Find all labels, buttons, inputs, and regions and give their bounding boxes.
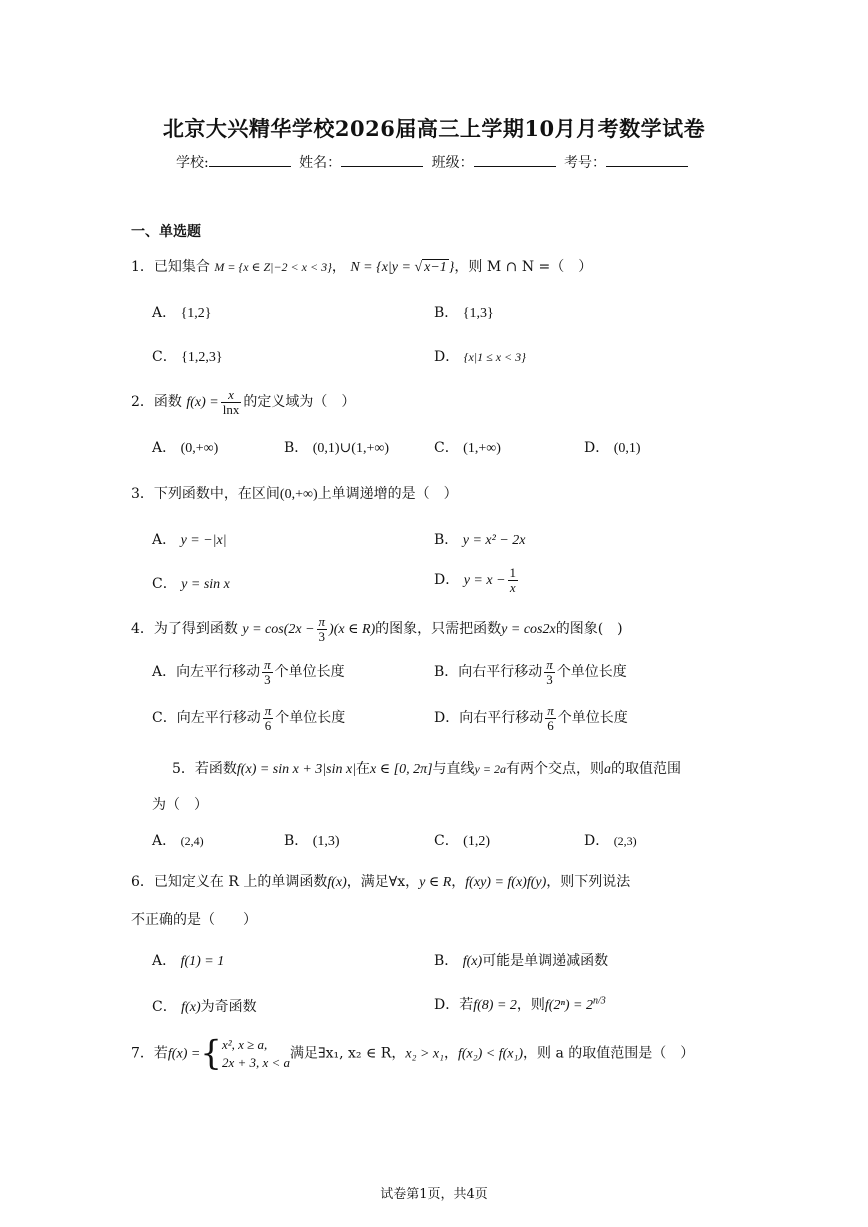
page-footer: 试卷第1页，共4页 bbox=[380, 1187, 488, 1202]
q5-tail: 的取值范围 bbox=[610, 761, 681, 777]
option-value: (1,2) bbox=[463, 834, 490, 849]
q4-func-a: y = cos(2x − bbox=[242, 622, 315, 638]
q2-option-a[interactable] bbox=[152, 437, 218, 457]
q5-domain: x ∈ [0, 2π] bbox=[370, 762, 433, 777]
option-pre: 向右平行移动 bbox=[458, 664, 543, 681]
q6-line1-b: ，满足∀x， bbox=[346, 874, 420, 890]
q2-prefix: 2．函数 bbox=[131, 394, 182, 411]
q1-comma: ， bbox=[331, 259, 346, 275]
question-5 bbox=[172, 758, 681, 778]
option-post: 个单位长度 bbox=[274, 664, 345, 681]
q1-prefix: 1．已知集合 bbox=[131, 259, 210, 275]
option-label: B． bbox=[434, 664, 459, 681]
option-label: B． bbox=[434, 532, 459, 548]
q4-mid: 的图象，只需把函数 bbox=[375, 621, 502, 638]
fraction-numerator: π bbox=[264, 703, 272, 718]
q6-option-a[interactable] bbox=[152, 950, 224, 970]
fraction-denominator: 6 bbox=[264, 717, 272, 733]
class-label: 班级： bbox=[431, 155, 474, 171]
option-label: D． bbox=[584, 440, 610, 456]
option-result: f(2ⁿ) = 2 bbox=[544, 998, 593, 1013]
option-pre: 向右平行移动 bbox=[459, 710, 544, 727]
q6-line2: 不正确的是（ ） bbox=[131, 912, 257, 928]
option-fraction bbox=[262, 658, 273, 686]
option-label: A． bbox=[152, 664, 177, 681]
q5-option-d[interactable] bbox=[584, 830, 637, 850]
option-label: C． bbox=[152, 999, 177, 1015]
option-label: A． bbox=[152, 833, 177, 849]
q6-fx: f(x) bbox=[327, 875, 347, 890]
q3-option-b[interactable] bbox=[434, 529, 525, 549]
option-label: C． bbox=[434, 440, 459, 456]
left-brace-icon: { bbox=[200, 1033, 222, 1074]
fraction-numerator: π bbox=[546, 657, 553, 672]
option-post: 个单位长度 bbox=[275, 710, 346, 727]
question-4 bbox=[131, 615, 623, 643]
question-2 bbox=[131, 388, 355, 416]
q5-prefix: 5．若函数 bbox=[172, 761, 237, 777]
q2-denominator: lnx bbox=[222, 401, 240, 417]
question-7 bbox=[131, 1033, 695, 1074]
q3-option-a[interactable] bbox=[152, 529, 227, 549]
q3-option-d[interactable] bbox=[434, 566, 520, 594]
q2-option-b[interactable] bbox=[284, 437, 389, 457]
q1-option-d[interactable] bbox=[434, 346, 526, 366]
option-label: B． bbox=[434, 953, 459, 969]
fraction-denominator: 3 bbox=[318, 628, 326, 644]
q4-option-d[interactable] bbox=[434, 704, 628, 732]
q4-option-c[interactable] bbox=[152, 704, 345, 732]
class-blank[interactable] bbox=[474, 154, 556, 167]
q4-func-b: )(x ∈ R) bbox=[329, 622, 376, 638]
option-value: (1,+∞) bbox=[463, 441, 501, 456]
option-post: 个单位长度 bbox=[556, 664, 627, 681]
q5-option-b[interactable] bbox=[284, 830, 340, 850]
q7-prefix: 7．若 bbox=[131, 1045, 168, 1062]
q6-option-b[interactable] bbox=[434, 950, 608, 970]
option-value: 为奇函数 bbox=[200, 999, 257, 1015]
q4-fraction bbox=[317, 615, 328, 643]
fraction-numerator: 1 bbox=[509, 565, 517, 580]
q3-prefix: 3．下列函数中，在区间 bbox=[131, 486, 280, 502]
option-value: (0,1)∪(1,+∞) bbox=[312, 441, 390, 456]
option-fraction bbox=[544, 658, 555, 686]
number-blank[interactable] bbox=[606, 154, 688, 167]
q1-set-n: N = {x|y = √ x−1 } bbox=[350, 260, 455, 275]
option-mid: ，则 bbox=[516, 997, 545, 1013]
option-label: C． bbox=[152, 349, 177, 365]
option-value: y = x − bbox=[463, 573, 506, 589]
option-fraction bbox=[545, 704, 556, 732]
option-value: (0,1) bbox=[613, 441, 641, 456]
q7-mid: 满足∃x₁, x₂ ∈ R， bbox=[290, 1045, 406, 1062]
option-label: C． bbox=[152, 576, 177, 592]
fraction-numerator: π bbox=[547, 703, 554, 718]
page-title: 北京大兴精华学校2026届高三上学期10月月考数学试卷 bbox=[162, 116, 706, 141]
q7-cond-2: f(x₂) < f(x₁) bbox=[457, 1046, 524, 1062]
option-label: C． bbox=[152, 710, 177, 727]
q2-option-d[interactable] bbox=[584, 437, 641, 457]
option-label: B． bbox=[284, 440, 309, 456]
option-math: f(8) = 2 bbox=[473, 998, 517, 1013]
question-1 bbox=[131, 256, 592, 276]
q3-tail: 上单调递增的是（ ） bbox=[317, 486, 458, 502]
q6-line1-d: ，则下列说法 bbox=[546, 874, 631, 890]
option-label: A． bbox=[152, 953, 177, 969]
q3-interval: (0,+∞) bbox=[279, 487, 318, 502]
q5-mid2: 与直线 bbox=[432, 761, 475, 777]
q4-prefix: 4．为了得到函数 bbox=[131, 621, 238, 638]
q1-option-a[interactable] bbox=[152, 302, 212, 322]
option-value: (2,4) bbox=[180, 834, 204, 848]
q6-option-c[interactable] bbox=[152, 996, 257, 1016]
q2-fraction bbox=[221, 388, 242, 416]
option-value: y = −|x| bbox=[180, 533, 227, 548]
option-value: {x|1 ≤ x < 3} bbox=[463, 350, 526, 364]
q7-fx: f(x) = bbox=[167, 1046, 201, 1062]
number-label: 考号： bbox=[564, 155, 607, 171]
option-pre: 向左平行移动 bbox=[176, 710, 261, 727]
school-blank[interactable] bbox=[209, 154, 291, 167]
q3-option-c[interactable] bbox=[152, 573, 230, 593]
option-value: (0,+∞) bbox=[180, 441, 219, 456]
option-value: f(1) = 1 bbox=[180, 954, 225, 969]
option-post: 个单位长度 bbox=[557, 710, 628, 727]
q5-option-c[interactable] bbox=[434, 830, 490, 850]
q1-set-n-c: } bbox=[448, 260, 455, 275]
q2-option-c[interactable] bbox=[434, 437, 501, 457]
option-math: f(x) bbox=[181, 1000, 201, 1015]
fraction-denominator: 3 bbox=[264, 671, 271, 687]
q6-yr: y ∈ R bbox=[419, 875, 452, 890]
option-fraction bbox=[263, 704, 274, 732]
option-label: D． bbox=[434, 349, 460, 365]
q7-cond-1: x₂ > x₁ bbox=[405, 1046, 444, 1062]
q7-sep: ， bbox=[443, 1045, 458, 1062]
q5-mid3: 有两个交点，则 bbox=[505, 761, 604, 777]
section-heading: 一、单选题 bbox=[131, 224, 201, 240]
q5-line: y = 2a bbox=[474, 762, 506, 776]
option-value: y = sin x bbox=[181, 577, 230, 592]
school-label: 学校: bbox=[175, 155, 209, 171]
q4-option-a[interactable] bbox=[152, 658, 345, 686]
q2-tail: 的定义域为（ ） bbox=[243, 394, 356, 411]
option-label: B． bbox=[434, 305, 459, 321]
q1-set-n-a: N = {x|y = bbox=[350, 260, 415, 275]
q4-option-b[interactable] bbox=[434, 658, 627, 686]
option-value: (1,3) bbox=[312, 834, 340, 849]
option-exponent: n/3 bbox=[592, 995, 606, 1007]
q7-piecewise bbox=[222, 1036, 290, 1071]
option-label: B． bbox=[284, 833, 309, 849]
fraction-denominator: 6 bbox=[547, 717, 554, 733]
q4-func-g: y = cos2x bbox=[501, 622, 556, 638]
option-label: C． bbox=[434, 833, 459, 849]
q2-numerator: x bbox=[221, 388, 242, 403]
option-value: {1,2} bbox=[180, 306, 212, 321]
name-label: 姓名： bbox=[299, 155, 342, 171]
q3-d-fraction bbox=[508, 566, 519, 594]
q4-tail: 的图象( ) bbox=[555, 621, 623, 638]
q6-eq: f(xy) = f(x)f(y) bbox=[465, 875, 547, 890]
option-label: D． bbox=[584, 833, 610, 849]
option-label: D． bbox=[434, 572, 460, 589]
q6-option-d[interactable] bbox=[434, 994, 606, 1014]
option-value: y = x² − 2x bbox=[462, 533, 526, 548]
q5-a: a bbox=[603, 762, 611, 777]
name-blank[interactable] bbox=[341, 154, 423, 167]
option-value: (2,3) bbox=[613, 834, 637, 848]
option-math: f(x) bbox=[462, 954, 483, 969]
option-label: A． bbox=[152, 532, 177, 548]
option-pre: 向左平行移动 bbox=[176, 664, 261, 681]
q5-option-a[interactable] bbox=[152, 830, 204, 850]
q5-line2: 为（ ） bbox=[152, 797, 208, 813]
option-value: 可能是单调递减函数 bbox=[482, 953, 609, 969]
q5-func: f(x) = sin x + 3|sin x| bbox=[236, 762, 357, 777]
option-value: {1,2,3} bbox=[181, 350, 223, 365]
fraction-denominator: 3 bbox=[546, 671, 553, 687]
fraction-numerator: π bbox=[318, 614, 326, 629]
fraction-numerator: π bbox=[264, 657, 271, 672]
q1-set-m: M = {x ∈ Z|−2 < x < 3} bbox=[214, 260, 332, 274]
q1-option-b[interactable] bbox=[434, 302, 494, 322]
q7-piece-2: 2x + 3, x < a bbox=[221, 1054, 291, 1070]
option-value: {1,3} bbox=[462, 306, 494, 321]
q2-fx: f(x) = bbox=[186, 395, 219, 411]
q6-line1-c: ， bbox=[451, 874, 466, 890]
student-info-line bbox=[0, 152, 868, 172]
option-label: A． bbox=[152, 305, 177, 321]
question-3 bbox=[131, 483, 458, 503]
option-label: D． bbox=[434, 997, 460, 1013]
q1-option-c[interactable] bbox=[152, 346, 223, 366]
q7-piece-1: x², x ≥ a, bbox=[221, 1037, 268, 1052]
q6-line1-a: 6．已知定义在 R 上的单调函数 bbox=[131, 874, 328, 890]
question-6 bbox=[131, 871, 630, 891]
q7-tail: ，则 a 的取值范围是（ ） bbox=[523, 1045, 695, 1062]
q1-set-n-sqrt: x−1 bbox=[424, 260, 447, 275]
q5-mid1: 在 bbox=[356, 761, 371, 777]
q1-tail: ，则 M ∩ N =（ ） bbox=[454, 259, 593, 275]
fraction-denominator: x bbox=[509, 579, 516, 595]
option-label: D． bbox=[434, 710, 460, 727]
option-pre: 若 bbox=[459, 997, 474, 1013]
option-label: A． bbox=[152, 440, 177, 456]
